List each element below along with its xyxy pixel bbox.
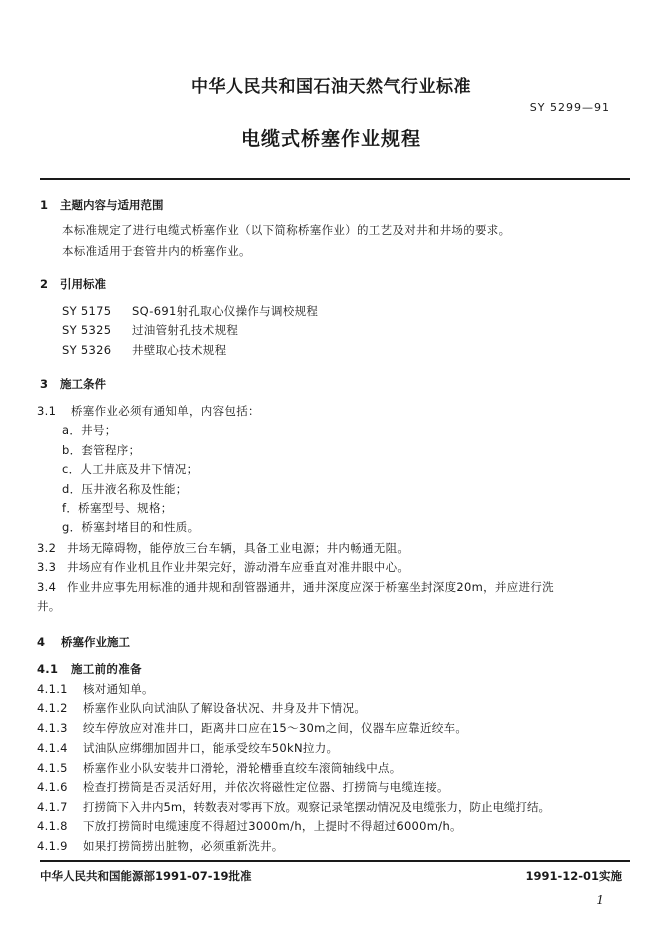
section-number: 1: [40, 198, 49, 212]
reference-title: 过油管射孔技术规程: [132, 323, 239, 337]
clause-3-4: [37, 579, 554, 595]
paragraph: 本标准适用于套管井内的桥塞作业。: [62, 244, 251, 258]
clause-number: 4.1.1: [37, 682, 68, 696]
clause-text: 井场无障碍物，能停放三台车辆，具备工业电源；井内畅通无阻。: [67, 541, 410, 555]
clause-text: 核对通知单。: [83, 682, 154, 696]
standard-code: SY 5299—91: [529, 101, 610, 114]
section-number: 3: [40, 377, 49, 391]
reference-code: SY 5175: [62, 304, 112, 318]
list-item: b．套管程序；: [62, 443, 141, 457]
clause-item: [37, 799, 550, 815]
clause-number: 3.4: [37, 580, 57, 594]
section-title: 主题内容与适用范围: [60, 198, 164, 212]
clause-text: 桥塞作业小队安装井口滑轮，滑轮槽垂直绞车滚筒轴线中点。: [83, 761, 402, 775]
clause-text: 井场应有作业机且作业井架完好，游动滑车应垂直对准井眼中心。: [67, 560, 410, 574]
section-4-heading: [37, 634, 130, 650]
approval-date: 中华人民共和国能源部1991-07-19批准: [40, 869, 252, 883]
clause-3-2: [37, 540, 409, 556]
clause-item: [37, 779, 449, 795]
list-item: a．井号；: [62, 423, 117, 437]
clause-text: 作业井应事先用标准的通井规和刮管器通井，通井深度应深于桥塞坐封深度20m，并应进行洗: [67, 580, 554, 594]
clause-item: [37, 720, 467, 736]
clause-number: 4.1.2: [37, 701, 68, 715]
clause-number: 4.1.9: [37, 839, 68, 853]
list-item: d．压井液名称及性能；: [62, 482, 188, 496]
clause-number: 4.1.8: [37, 819, 68, 833]
clause-text: 下放打捞筒时电缆速度不得超过3000m/h，上提时不得超过6000m/h。: [83, 819, 462, 833]
reference-code: SY 5326: [62, 343, 112, 357]
section-3-heading: [40, 376, 106, 392]
clause-3-3: [37, 559, 409, 575]
section-1-heading: [40, 197, 164, 213]
list-item: c．人工井底及井下情况；: [62, 462, 199, 476]
section-number: 2: [40, 277, 49, 291]
clause-item: [37, 681, 154, 697]
section-title: 桥塞作业施工: [61, 635, 130, 649]
clause-text: 桥塞作业必须有通知单，内容包括：: [71, 404, 260, 418]
bottom-rule: [40, 860, 630, 862]
clause-number: 3.3: [37, 560, 57, 574]
document-title: 电缆式桥塞作业规程: [240, 128, 421, 150]
clause-item: [37, 838, 284, 854]
clause-item: [37, 818, 462, 834]
reference-code: SY 5325: [62, 323, 112, 337]
list-item: g．桥塞封堵目的和性质。: [62, 520, 200, 534]
clause-text: 试油队应绑绷加固井口，能承受绞车50kN拉力。: [83, 741, 339, 755]
clause-number: 3.2: [37, 541, 57, 555]
reference-item: [62, 322, 238, 338]
subsection-title: 施工前的准备: [71, 662, 142, 676]
subsection-4-1-heading: [37, 661, 142, 677]
reference-title: SQ-691射孔取心仪操作与调校规程: [132, 304, 319, 318]
section-title: 施工条件: [60, 377, 106, 391]
list-item: f．桥塞型号、规格；: [62, 501, 173, 515]
clause-text: 桥塞作业队向试油队了解设备状况、井身及井下情况。: [83, 701, 367, 715]
clause-number: 3.1: [37, 404, 57, 418]
clause-3-1: [37, 403, 260, 419]
effective-date: 1991-12-01实施: [525, 869, 622, 883]
page-number: 1: [596, 893, 604, 907]
clause-item: [37, 740, 338, 756]
standard-organization: 中华人民共和国石油天然气行业标准: [191, 77, 471, 97]
clause-text: 如果打捞筒捞出脏物，必须重新洗井。: [83, 839, 284, 853]
subsection-number: 4.1: [37, 662, 59, 676]
clause-text: 打捞筒下入井内5m，转数表对零再下放。观察记录笔摆动情况及电缆张力，防止电缆打结。: [83, 800, 551, 814]
clause-number: 4.1.4: [37, 741, 68, 755]
clause-item: [37, 760, 402, 776]
section-2-heading: [40, 276, 106, 292]
clause-number: 4.1.6: [37, 780, 68, 794]
reference-item: [62, 303, 318, 319]
top-rule: [40, 178, 630, 180]
section-number: 4: [37, 635, 46, 649]
clause-number: 4.1.7: [37, 800, 68, 814]
clause-text: 检查打捞筒是否灵活好用，并依次将磁性定位器、打捞筒与电缆连接。: [83, 780, 449, 794]
clause-number: 4.1.5: [37, 761, 68, 775]
reference-item: [62, 342, 226, 358]
clause-number: 4.1.3: [37, 721, 68, 735]
clause-item: [37, 700, 366, 716]
reference-title: 井壁取心技术规程: [132, 343, 227, 357]
clause-continuation: 井。: [37, 599, 61, 613]
section-title: 引用标准: [60, 277, 106, 291]
clause-text: 绞车停放应对准井口，距离井口应在15～30m之间，仪器车应靠近绞车。: [83, 721, 468, 735]
paragraph: 本标准规定了进行电缆式桥塞作业（以下简称桥塞作业）的工艺及对井和井场的要求。: [62, 223, 511, 237]
